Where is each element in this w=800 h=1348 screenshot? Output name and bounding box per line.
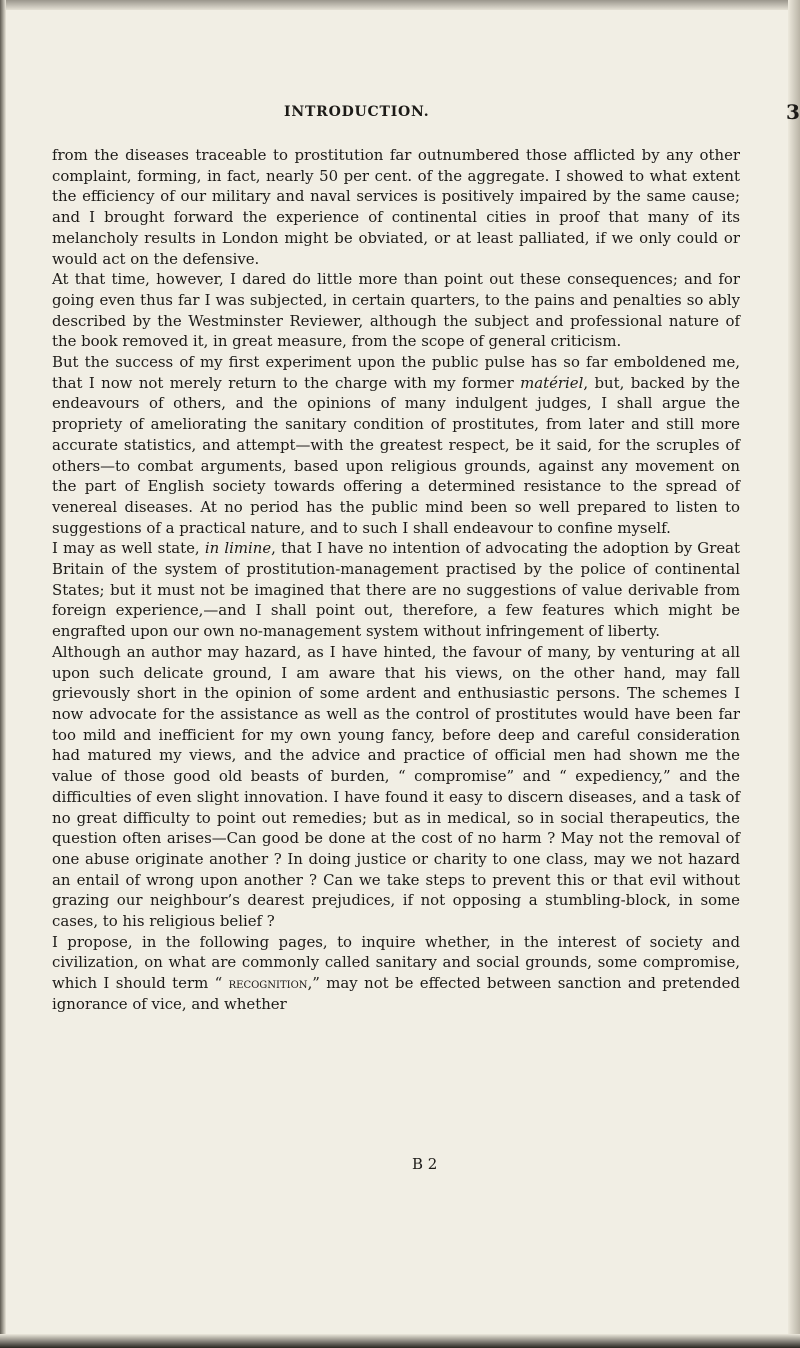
page-bottom-edge	[0, 1334, 800, 1348]
page-left-edge	[0, 0, 6, 1348]
italic-term: matériel	[520, 373, 584, 392]
paragraph: I may as well state, in limine, that I have no intention of advocating the adoption by Great Britain of the system of prostitution-management practised by the police of continental States; but it must not be imagined that there are no suggestions of value derivable from foreign experience,—and I shall point out, therefore, a few features which might be engrafted upon our own no-management system without infringement of liberty.	[52, 539, 740, 641]
paragraph: Although an author may hazard, as I have hinted, the favour of many, by venturing at all upon such delicate ground, I am aware that his views, on the other hand, may fall grievously short in the opinion of some ardent and enthusiastic persons. The schemes I now advocate for the assistance as well as the control of prostitutes would have been far too mild and inefficient for my own young fancy, before deep and careful consideration had matured my views, and the advice and practice of official men had shown me the value of those good old beasts of burden, “ compromise” and “ expediency,” and the difficulties of even slight innovation. I have found it easy to discern diseases, and a task of no great difficulty to point out remedies; but as in medical, so in social therapeutics, the question often arises—Can good be done at the cost of no harm ? May not the removal of one abuse originate another ? In doing justice or charity to one class, may we not hazard an entail of wrong upon another ? Can we take steps to prevent this or that evil without grazing our neighbour’s dearest prejudices, if not opposing a stumbling-block, in some cases, to his religious belief ?	[52, 642, 740, 931]
italic-term: in limine	[204, 539, 272, 558]
paragraph: from the diseases traceable to prostitution far outnumbered those afflicted by any other complaint, forming, in fact, nearly 50 per cent. of the aggregate. I showed to what extent the efficiency of our military and naval services is positively impaired by the same cause; and I brought forward the experience of continental cities in proof that many of its melancholy results in London might be obviated, or at least palliated, if we only could or would act on the defensive.	[52, 146, 740, 268]
page-right-edge	[788, 0, 800, 1348]
page-number: 3	[786, 100, 800, 124]
paragraph: I propose, in the following pages, to inquire whether, in the interest of society and civilization, on what are commonly called sanitary and social grounds, some compromise, which I should term “ recognition,” may not be effected between sanction and pretended ignorance of vice, and whether	[52, 932, 740, 1013]
page-top-edge	[0, 0, 800, 10]
body-text	[52, 145, 740, 1015]
running-head: INTRODUCTION.	[284, 104, 430, 120]
page-header	[52, 100, 800, 128]
paragraph: At that time, however, I dared do little more than point out these consequences; and for going even thus far I was subjected, in certain quarters, to the pains and penalties so ably described by the Westminster Reviewer, although the subject and professional nature of the book removed it, in great measure, from the scope of general criticism.	[52, 270, 740, 351]
signature-mark: B 2	[412, 1155, 438, 1173]
small-caps-term: recognition	[228, 974, 308, 993]
paragraph: But the success of my first experiment upon the public pulse has so far emboldened me, that I now not merely return to the charge with my former matériel, but, backed by the endeavours of others, and the opinions of many indulgent judges, I shall argue the propriety of ameliorating the sanitary condition of prostitutes, from later and still more accurate statistics, and attempt—with the greatest respect, be it said, for the scruples of others—to combat arguments, based upon religious grounds, against any movement on the part of English society towards offering a determined resistance to the spread of venereal diseases. At no period has the public mind been so well prepared to listen to suggestions of a practical nature, and to such I shall endeavour to confine myself.	[52, 353, 740, 537]
